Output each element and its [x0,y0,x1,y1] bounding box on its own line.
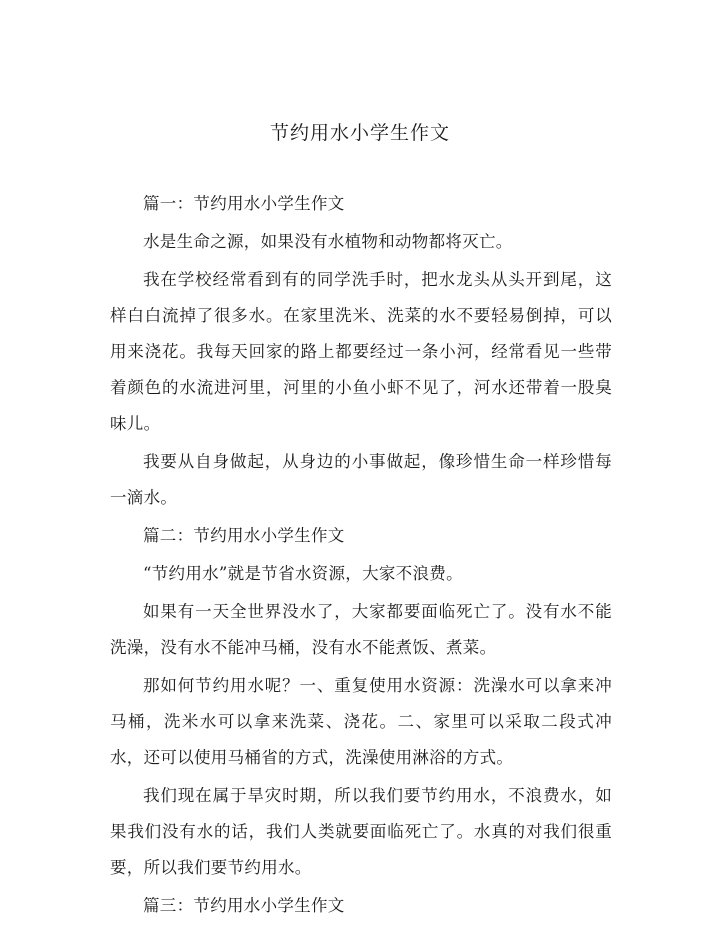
section-heading-3: 篇三：节约用水小学生作文 [143,896,345,915]
paragraph: 我要从自身做起，从身边的小事做起，像珍惜生命一样珍惜每一滴水。 [110,452,612,507]
paragraph: 我在学校经常看到有的同学洗手时，把水龙头从头开到尾，这样白白流掉了很多水。在家里洗米、洗菜的水不要轻易倒掉，可以用来浇花。我每天回家的路上都要经过一条小河，经常看见一些带着颜色的水流进河里，河里的小鱼小虾不见了，河水还带着一股臭味儿。 [110,270,612,433]
paragraph: 水是生命之源，如果没有水植物和动物都将灭亡。 [143,232,513,251]
paragraph: 我们现在属于旱灾时期，所以我们要节约用水，不浪费水，如果我们没有水的话，我们人类就要面临死亡了。水真的对我们很重要，所以我们要节约用水。 [110,786,612,877]
document-body [110,186,612,926]
paragraph: “节约用水”就是节省水资源，大家不浪费。 [143,564,463,583]
section-heading-2: 篇二：节约用水小学生作文 [143,526,345,545]
paragraph: 那如何节约用水呢？一、重复使用水资源：洗澡水可以拿来冲马桶，洗米水可以拿来洗菜、浇花。二、家里可以采取二段式冲水，还可以使用马桶省的方式，洗澡使用淋浴的方式。 [110,676,612,767]
section-heading-1: 篇一：节约用水小学生作文 [143,194,345,213]
document-title: 节约用水小学生作文 [269,122,450,144]
paragraph: 如果有一天全世界没水了，大家都要面临死亡了。没有水不能洗澡，没有水不能冲马桶，没有水不能煮饭、煮菜。 [110,602,612,657]
